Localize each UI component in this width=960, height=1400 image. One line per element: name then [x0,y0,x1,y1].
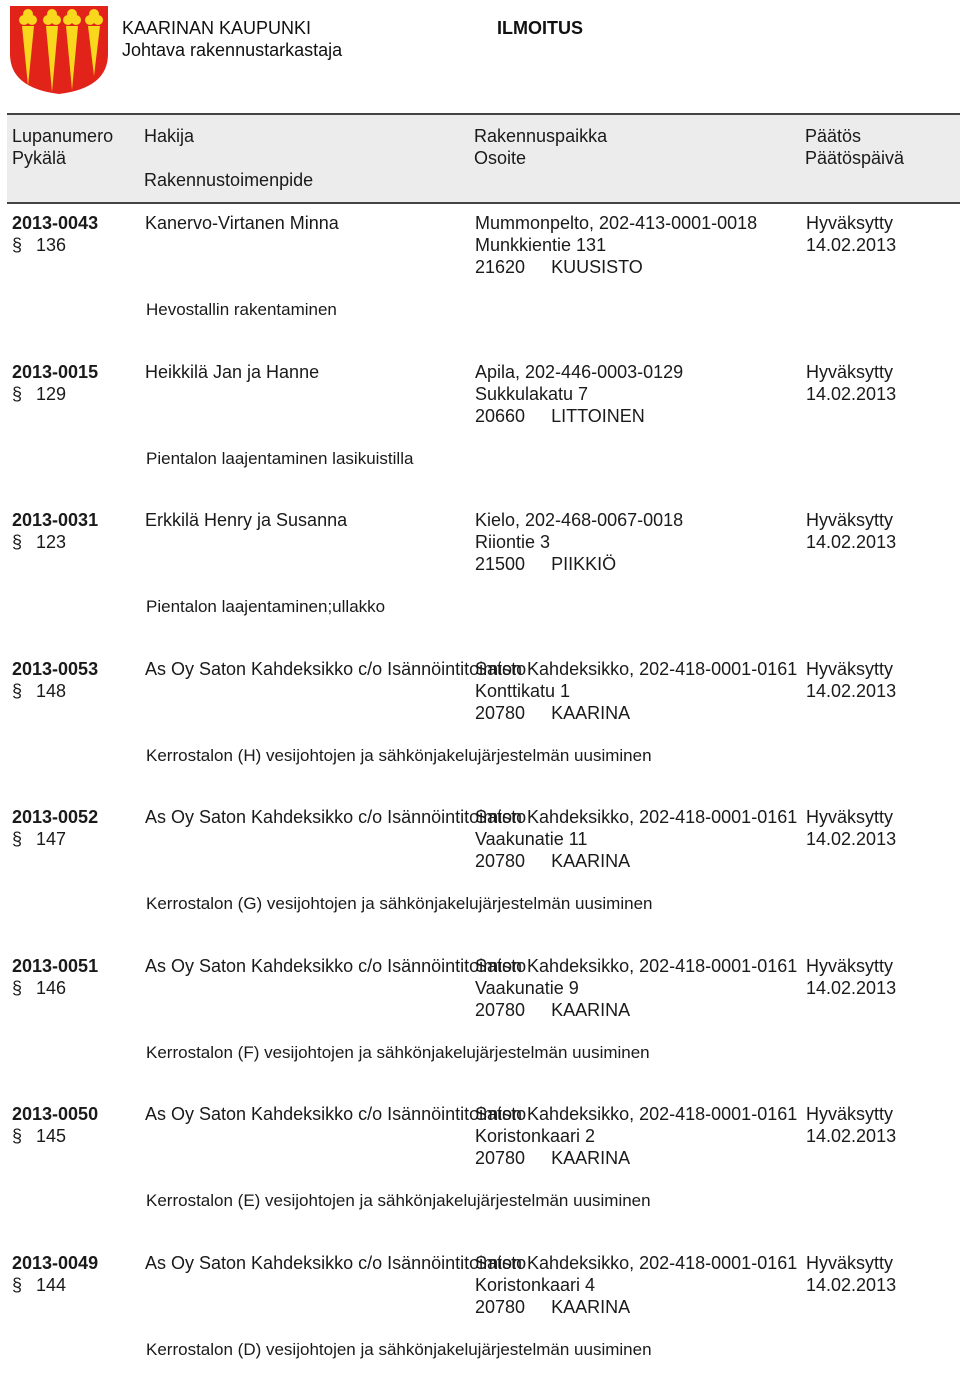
decision: Hyväksytty [806,1252,893,1274]
applicant: As Oy Saton Kahdeksikko c/o Isännöintitoimisto [145,1103,475,1125]
construction-measure: Kerrostalon (D) vesijohtojen ja sähkönjakelujärjestelmän uusiminen [146,1339,652,1361]
decision-date: 14.02.2013 [806,234,896,256]
postal-address: 20780 KAARINA [475,702,630,724]
decision-date: 14.02.2013 [806,1274,896,1296]
column-header-decision: Päätös Päätöspäivä [805,125,904,169]
section-number: § 129 [12,383,66,405]
street-address: Munkkientie 131 [475,234,606,256]
section-number: § 148 [12,680,66,702]
applicant: Kanervo-Virtanen Minna [145,212,475,234]
street-address: Koristonkaari 4 [475,1274,595,1296]
section-number: § 144 [12,1274,66,1296]
permit-number: 2013-0052 [12,806,98,828]
street-address: Sukkulakatu 7 [475,383,588,405]
postal-address: 21500 PIIKKIÖ [475,553,616,575]
permit-entry [0,1252,960,1400]
applicant: As Oy Saton Kahdeksikko c/o Isännöintitoimisto [145,658,475,680]
organization-block [122,17,342,61]
section-sign-icon: § [12,977,36,999]
street-address: Konttikatu 1 [475,680,570,702]
applicant: As Oy Saton Kahdeksikko c/o Isännöintitoimisto [145,955,475,977]
street-address: Riiontie 3 [475,531,550,553]
org-unit: Johtava rakennustarkastaja [122,39,342,61]
decision: Hyväksytty [806,361,893,383]
section-number: § 147 [12,828,66,850]
permit-number: 2013-0015 [12,361,98,383]
applicant: As Oy Saton Kahdeksikko c/o Isännöintitoimisto [145,1252,475,1274]
construction-measure: Pientalon laajentaminen lasikuistilla [146,448,413,470]
building-site: Mummonpelto, 202-413-0001-0018 [475,212,757,234]
applicant: As Oy Saton Kahdeksikko c/o Isännöintitoimisto [145,806,475,828]
permit-number: 2013-0031 [12,509,98,531]
column-header-applicant: Hakija Rakennustoimenpide [144,125,313,191]
section-sign-icon: § [12,234,36,256]
postal-address: 20660 LITTOINEN [475,405,645,427]
column-header-permit: Lupanumero Pykälä [12,125,113,169]
permit-entry [0,806,960,955]
construction-measure: Pientalon laajentaminen;ullakko [146,596,385,618]
applicant: Heikkilä Jan ja Hanne [145,361,475,383]
permit-entry [0,955,960,1104]
building-site: Apila, 202-446-0003-0129 [475,361,683,383]
postal-address: 20780 KAARINA [475,999,630,1021]
column-header-bar [7,113,960,204]
building-site: Kielo, 202-468-0067-0018 [475,509,683,531]
permit-number: 2013-0043 [12,212,98,234]
decision: Hyväksytty [806,509,893,531]
permit-number: 2013-0050 [12,1103,98,1125]
postal-address: 21620 KUUSISTO [475,256,643,278]
construction-measure: Hevostallin rakentaminen [146,299,337,321]
building-site: Saton Kahdeksikko, 202-418-0001-0161 [475,658,797,680]
permit-entry [0,509,960,658]
decision-date: 14.02.2013 [806,383,896,405]
org-name: KAARINAN KAUPUNKI [122,17,342,39]
permit-entry [0,361,960,510]
section-sign-icon: § [12,680,36,702]
building-site: Saton Kahdeksikko, 202-418-0001-0161 [475,1103,797,1125]
section-sign-icon: § [12,383,36,405]
section-sign-icon: § [12,1274,36,1296]
permit-list [0,212,960,1400]
section-number: § 146 [12,977,66,999]
postal-address: 20780 KAARINA [475,1147,630,1169]
permit-entry [0,212,960,361]
section-number: § 145 [12,1125,66,1147]
permit-number: 2013-0049 [12,1252,98,1274]
decision-date: 14.02.2013 [806,680,896,702]
decision-date: 14.02.2013 [806,828,896,850]
permit-entry [0,658,960,807]
building-site: Saton Kahdeksikko, 202-418-0001-0161 [475,806,797,828]
permit-number: 2013-0051 [12,955,98,977]
decision: Hyväksytty [806,955,893,977]
kaarina-coat-of-arms-icon [8,4,110,96]
decision-date: 14.02.2013 [806,531,896,553]
postal-address: 20780 KAARINA [475,1296,630,1318]
section-sign-icon: § [12,1125,36,1147]
construction-measure: Kerrostalon (H) vesijohtojen ja sähkönjakelujärjestelmän uusiminen [146,745,652,767]
construction-measure: Kerrostalon (F) vesijohtojen ja sähkönjakelujärjestelmän uusiminen [146,1042,650,1064]
decision-date: 14.02.2013 [806,1125,896,1147]
postal-address: 20780 KAARINA [475,850,630,872]
applicant: Erkkilä Henry ja Susanna [145,509,475,531]
section-number: § 123 [12,531,66,553]
page-header [0,0,960,112]
decision: Hyväksytty [806,806,893,828]
construction-measure: Kerrostalon (G) vesijohtojen ja sähkönjakelujärjestelmän uusiminen [146,893,652,915]
column-header-site: Rakennuspaikka Osoite [474,125,607,169]
decision-date: 14.02.2013 [806,977,896,999]
street-address: Vaakunatie 11 [475,828,587,850]
permit-number: 2013-0053 [12,658,98,680]
street-address: Vaakunatie 9 [475,977,579,999]
construction-measure: Kerrostalon (E) vesijohtojen ja sähkönjakelujärjestelmän uusiminen [146,1190,651,1212]
street-address: Koristonkaari 2 [475,1125,595,1147]
building-site: Saton Kahdeksikko, 202-418-0001-0161 [475,1252,797,1274]
decision: Hyväksytty [806,658,893,680]
section-sign-icon: § [12,531,36,553]
decision: Hyväksytty [806,1103,893,1125]
building-site: Saton Kahdeksikko, 202-418-0001-0161 [475,955,797,977]
decision: Hyväksytty [806,212,893,234]
section-sign-icon: § [12,828,36,850]
section-number: § 136 [12,234,66,256]
permit-entry [0,1103,960,1252]
document-type: ILMOITUS [497,17,583,39]
